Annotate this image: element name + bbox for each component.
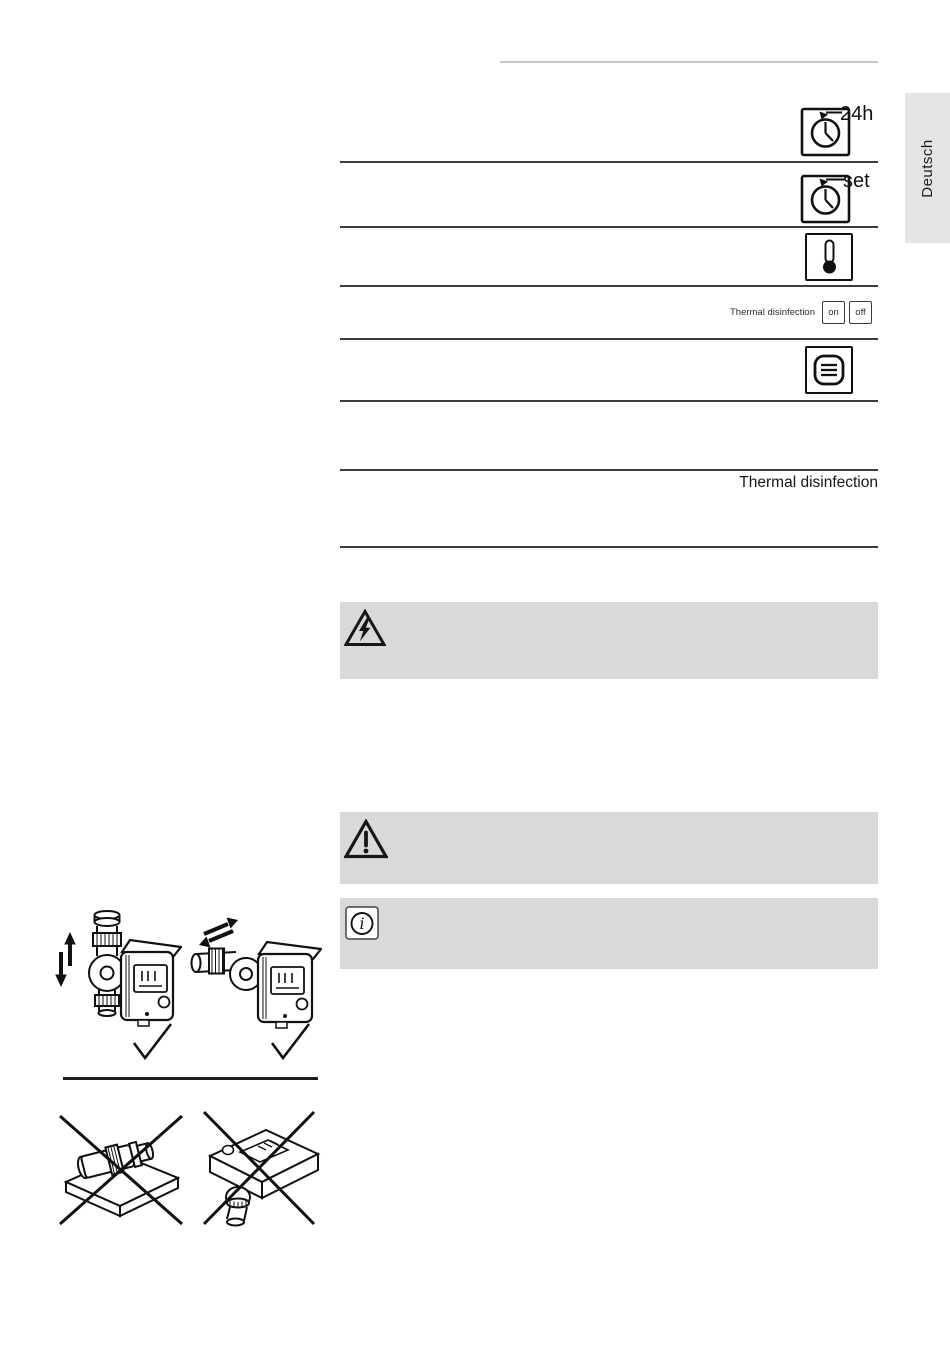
timer-24h-label: 24h	[840, 103, 874, 125]
on-button: on	[822, 301, 845, 324]
double-arrow-vertical-icon	[55, 932, 76, 987]
caution-icon	[344, 819, 388, 859]
section-heading: Thermal disinfection	[739, 474, 878, 491]
off-button: off	[849, 301, 872, 324]
pump-display-up-illustration	[196, 1098, 322, 1236]
language-tab	[905, 93, 950, 243]
note-box	[340, 898, 878, 969]
figure-allowed-vertical-pipe	[50, 902, 182, 1072]
info-icon	[345, 906, 379, 940]
figure-allowed-horizontal-pipe	[186, 902, 322, 1072]
check-mark-icon	[134, 1024, 171, 1058]
language-tab-label: Deutsch	[919, 138, 936, 198]
timer-24h-icon	[800, 99, 878, 157]
warning-box-general	[340, 812, 878, 884]
check-mark-icon	[272, 1024, 309, 1058]
pump-vertical-pipe-illustration	[50, 902, 182, 1072]
figure-forbidden-display-up	[196, 1098, 322, 1236]
timer-set-label: set	[843, 169, 870, 192]
symbol-row-thermometer	[340, 228, 878, 287]
symbol-row-thermal-disinfection	[340, 287, 878, 340]
symbol-row-timer-set	[340, 163, 878, 228]
symbol-row-timer-24h	[340, 95, 878, 163]
timer-set-icon	[800, 166, 878, 224]
thermal-disinfection-small-label: Thermal disinfection	[729, 307, 815, 318]
symbol-table	[340, 95, 878, 402]
section-rule-bottom	[340, 546, 878, 548]
warning-box-electrical	[340, 602, 878, 679]
pump-horizontal-pipe-illustration	[186, 902, 322, 1072]
pump-lying-flat-illustration	[52, 1102, 190, 1237]
symbol-row-menu	[340, 340, 878, 402]
section-rule-top	[340, 469, 878, 471]
thermometer-icon	[805, 233, 853, 281]
header-rule	[500, 61, 878, 63]
menu-display-icon	[805, 346, 853, 394]
double-arrow-horizontal-icon	[199, 918, 238, 948]
electrical-hazard-icon	[344, 609, 386, 647]
figure-divider	[63, 1077, 318, 1080]
figure-forbidden-lying-flat	[52, 1102, 190, 1237]
info-glyph: i	[359, 914, 365, 934]
